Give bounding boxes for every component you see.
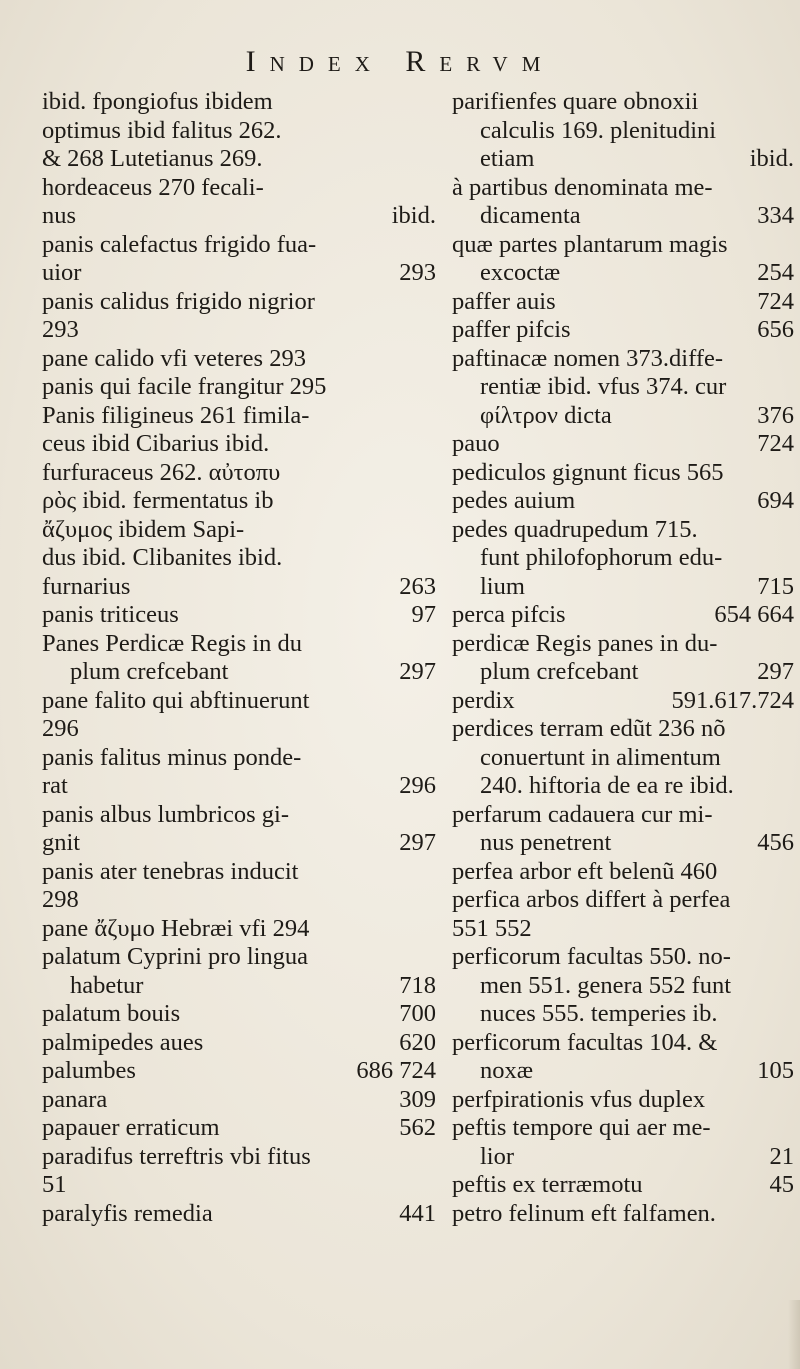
index-entry-line	[452, 345, 798, 374]
entry-text: noxæ	[480, 1057, 534, 1084]
index-entry-line	[452, 1057, 798, 1086]
index-entry-line	[452, 915, 798, 944]
entry-text: Panes Perdicæ Regis in du	[42, 629, 302, 657]
index-entry-line	[42, 687, 440, 716]
entry-text: pediculos gignunt ficus 565	[452, 458, 724, 486]
index-entry-line	[42, 915, 440, 944]
entry-text: ἄζυμος ibidem Sapi-	[42, 515, 245, 543]
index-entry-line	[42, 972, 440, 1001]
index-entry-line	[42, 829, 440, 858]
entry-text: pedes auium	[452, 487, 576, 514]
index-entry-line	[452, 1143, 798, 1172]
entry-text: à partibus denominata me-	[452, 173, 713, 201]
index-entry-line	[42, 202, 440, 231]
index-entry-line	[42, 88, 440, 117]
index-entry-line	[452, 658, 798, 687]
index-entry-line	[452, 630, 798, 659]
entry-text: optimus ibid falitus 262.	[42, 116, 282, 144]
index-entry-line	[42, 1114, 440, 1143]
index-entry-line	[42, 573, 440, 602]
page-reference: 97	[411, 601, 436, 628]
index-entry-line	[42, 1143, 440, 1172]
entry-text: φίλτρον dicta	[480, 401, 612, 429]
entry-text: pane calido vfi veteres 293	[42, 344, 306, 372]
page-reference: 620	[399, 1028, 436, 1056]
index-entry-line	[452, 601, 798, 630]
entry-text: paffer pifcis	[452, 316, 571, 343]
entry-text: panis calefactus frigido fua-	[42, 230, 317, 258]
entry-text: peftis ex terræmotu	[452, 1171, 643, 1198]
index-entry-line	[452, 573, 798, 602]
index-entry-line	[452, 858, 798, 887]
index-entry-line	[452, 487, 798, 516]
entry-text: perfarum cadauera cur mi-	[452, 800, 713, 828]
index-entry-line	[452, 288, 798, 317]
index-entry-line	[452, 1200, 798, 1229]
entry-text: Panis filigineus 261 fimila-	[42, 401, 310, 429]
index-entry-line	[452, 259, 798, 288]
entry-text: pane ἄζυμο Hebræi vfi 294	[42, 914, 310, 942]
page-reference: 718	[399, 971, 436, 999]
page-reference: 309	[399, 1085, 436, 1113]
index-entry-line	[452, 829, 798, 858]
entry-text: nus	[42, 202, 77, 229]
index-entry-line	[42, 459, 440, 488]
page-reference: 441	[399, 1199, 436, 1227]
index-entry-line	[42, 943, 440, 972]
entry-text: panis triticeus	[42, 601, 179, 628]
entry-text: paftinacæ nomen 373.diffe-	[452, 344, 724, 372]
index-entry-line	[452, 943, 798, 972]
entry-text: panis falitus minus ponde-	[42, 743, 302, 771]
entry-text: lior	[480, 1142, 515, 1170]
index-entry-line	[42, 1200, 440, 1229]
page-reference: 296	[399, 772, 436, 799]
index-entry-line	[42, 288, 440, 317]
index-entry-line	[42, 630, 440, 659]
page-reference: ibid.	[749, 145, 794, 172]
entry-text: perfpirationis vfus duplex	[452, 1085, 706, 1113]
entry-text: pedes quadrupedum 715.	[452, 515, 698, 543]
entry-text: furfuraceus 262. αὐτοπυ	[42, 458, 281, 486]
page-reference: 297	[399, 829, 436, 856]
index-entry-line	[42, 145, 440, 174]
index-entry-line	[42, 487, 440, 516]
entry-text: panara	[42, 1085, 108, 1113]
page-reference: 105	[757, 1057, 794, 1084]
index-entry-line	[42, 715, 440, 744]
page-reference: 297	[757, 658, 794, 685]
index-entry-line	[452, 402, 798, 431]
entry-text: men 551. genera 552 funt	[480, 971, 732, 999]
page-reference: 254	[757, 259, 794, 286]
index-entry-line	[452, 1114, 798, 1143]
entry-text: 51	[42, 1171, 67, 1198]
page-reference: 724	[757, 287, 794, 315]
entry-text: ρὸς ibid. fermentatus ib	[42, 487, 274, 514]
entry-text: 298	[42, 886, 79, 913]
page-reference: 456	[757, 829, 794, 856]
index-entry-line	[452, 373, 798, 402]
entry-text: ceus ibid Cibarius ibid.	[42, 430, 270, 457]
index-entry-line	[452, 1171, 798, 1200]
index-entry-line	[452, 459, 798, 488]
entry-text: lium	[480, 572, 525, 600]
entry-text: perdicæ Regis panes in du-	[452, 629, 718, 657]
index-entry-line	[452, 516, 798, 545]
entry-text: nuces 555. temperies ib.	[480, 1000, 718, 1027]
entry-text: perficorum facultas 104. &	[452, 1028, 718, 1056]
index-entry-line	[42, 1171, 440, 1200]
entry-text: panis calidus frigido nigrior	[42, 287, 315, 315]
page-reference: 694	[757, 487, 794, 514]
page-reference: 591.617.724	[671, 686, 794, 714]
entry-text: quæ partes plantarum magis	[452, 230, 728, 258]
index-entry-line	[452, 88, 798, 117]
index-entry-line	[42, 430, 440, 459]
entry-text: pauo	[452, 430, 500, 457]
index-entry-line	[452, 174, 798, 203]
entry-text: perfica arbos differt à perfea	[452, 886, 731, 913]
entry-text: perficorum facultas 550. no-	[452, 943, 731, 970]
entry-text: excoctæ	[480, 259, 561, 286]
entry-text: papauer erraticum	[42, 1114, 220, 1141]
entry-text: plum crefcebant	[480, 658, 639, 685]
index-entry-line	[42, 402, 440, 431]
entry-text: 240. hiftoria de ea re ibid.	[480, 772, 734, 799]
entry-text: perfea arbor eft belenũ 460	[452, 857, 718, 885]
entry-text: paffer auis	[452, 287, 556, 315]
entry-text: peftis tempore qui aer me-	[452, 1114, 711, 1141]
index-entry-line	[452, 202, 798, 231]
page-reference: 334	[757, 202, 794, 229]
entry-text: paralyfis remedia	[42, 1199, 213, 1227]
left-column	[42, 88, 440, 1228]
entry-text: panis ater tenebras inducit	[42, 857, 299, 885]
page-reference: 297	[399, 658, 436, 685]
index-entry-line	[452, 1029, 798, 1058]
index-entry-line	[42, 1000, 440, 1029]
entry-text: panis qui facile frangitur 295	[42, 373, 327, 400]
entry-text: rat	[42, 772, 68, 799]
entry-text: furnarius	[42, 572, 131, 600]
entry-text: perdices terram edũt 236 nõ	[452, 715, 726, 742]
entry-text: conuertunt in alimentum	[480, 743, 721, 771]
index-entry-line	[42, 886, 440, 915]
index-entry-line	[452, 687, 798, 716]
index-entry-line	[42, 658, 440, 687]
entry-text: 551 552	[452, 914, 532, 942]
index-entry-line	[42, 345, 440, 374]
index-entry-line	[42, 744, 440, 773]
index-entry-line	[42, 1057, 440, 1086]
entry-text: habetur	[70, 971, 144, 999]
entry-text: plum crefcebant	[70, 658, 229, 685]
index-entry-line	[42, 801, 440, 830]
entry-text: 293	[42, 316, 79, 343]
index-entry-line	[42, 117, 440, 146]
page-reference: ibid.	[391, 202, 436, 229]
entry-text: pane falito qui abftinuerunt	[42, 686, 310, 714]
index-entry-line	[42, 1029, 440, 1058]
index-entry-line	[452, 231, 798, 260]
running-header: Index Rervm	[245, 45, 555, 78]
right-column	[452, 88, 798, 1228]
index-entry-line	[452, 715, 798, 744]
entry-text: & 268 Lutetianus 269.	[42, 145, 263, 172]
entry-text: dicamenta	[480, 202, 581, 229]
page-reference: 686 724	[356, 1057, 436, 1084]
index-entry-line	[452, 1086, 798, 1115]
page-edge-shadow	[788, 1300, 800, 1369]
index-entry-line	[42, 231, 440, 260]
page-reference: 21	[769, 1142, 794, 1170]
index-entry-line	[452, 544, 798, 573]
index-entry-line	[452, 430, 798, 459]
index-entry-line	[452, 772, 798, 801]
page-reference: 656	[757, 316, 794, 343]
page-reference: 45	[769, 1171, 794, 1198]
entry-text: hordeaceus 270 fecali-	[42, 173, 264, 201]
entry-text: paradifus terreftris vbi fitus	[42, 1142, 311, 1170]
index-entry-line	[452, 801, 798, 830]
entry-text: perca pifcis	[452, 601, 566, 628]
page-reference: 654 664	[714, 601, 794, 628]
entry-text: nus penetrent	[480, 829, 612, 856]
index-entry-line	[452, 1000, 798, 1029]
entry-text: palmipedes aues	[42, 1028, 204, 1056]
entry-text: panis albus lumbricos gi-	[42, 800, 290, 828]
page-reference: 376	[757, 401, 794, 429]
index-entry-line	[42, 174, 440, 203]
entry-text: gnit	[42, 829, 81, 856]
entry-text: palumbes	[42, 1057, 136, 1084]
index-entry-line	[452, 972, 798, 1001]
index-entry-line	[452, 886, 798, 915]
entry-text: funt philofophorum edu-	[480, 544, 723, 571]
index-entry-line	[42, 259, 440, 288]
entry-text: petro felinum eft falfamen.	[452, 1199, 716, 1227]
entry-text: rentiæ ibid. vfus 374. cur	[480, 373, 727, 400]
page-reference: 724	[757, 430, 794, 457]
entry-text: parifienfes quare obnoxii	[452, 88, 699, 115]
index-entry-line	[42, 601, 440, 630]
entry-text: etiam	[480, 145, 535, 172]
page-reference: 263	[399, 572, 436, 600]
index-entry-line	[42, 1086, 440, 1115]
index-entry-line	[452, 744, 798, 773]
index-entry-line	[42, 373, 440, 402]
index-entry-line	[42, 858, 440, 887]
page-reference: 293	[399, 259, 436, 286]
entry-text: 296	[42, 715, 79, 742]
entry-text: uior	[42, 259, 82, 286]
entry-text: perdix	[452, 686, 515, 714]
index-entry-line	[42, 772, 440, 801]
page-reference: 562	[399, 1114, 436, 1141]
page-reference: 700	[399, 1000, 436, 1027]
entry-text: calculis 169. plenitudini	[480, 116, 717, 144]
index-entry-line	[42, 316, 440, 345]
entry-text: dus ibid. Clibanites ibid.	[42, 544, 283, 571]
entry-text: ibid. fpongiofus ibidem	[42, 88, 273, 115]
entry-text: palatum Cyprini pro lingua	[42, 943, 309, 970]
page-reference: 715	[757, 572, 794, 600]
index-entry-line	[452, 117, 798, 146]
index-entry-line	[42, 544, 440, 573]
index-entry-line	[452, 316, 798, 345]
index-entry-line	[452, 145, 798, 174]
entry-text: palatum bouis	[42, 1000, 181, 1027]
index-entry-line	[42, 516, 440, 545]
